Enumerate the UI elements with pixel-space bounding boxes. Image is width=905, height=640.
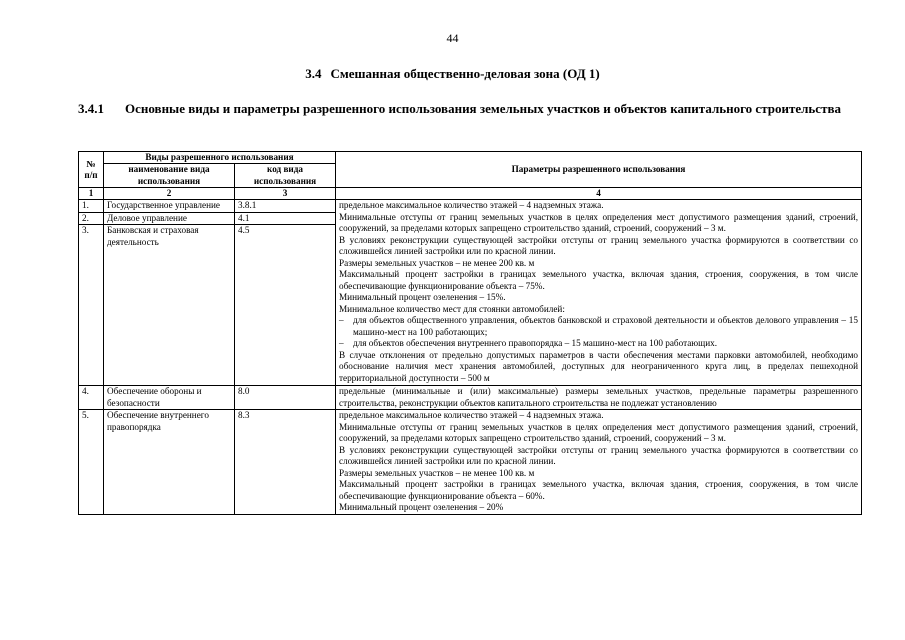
parameter-line — [339, 410, 858, 422]
table-row — [79, 200, 862, 213]
parameter-text: для объектов общественного управления, объектов банковской и страховой деятельности и объектов делового управления – 15 машино-мест на 100 работающих; — [353, 315, 858, 337]
parameter-line — [339, 212, 858, 235]
header-usage-types: Виды разрешенного использования — [104, 152, 336, 164]
usage-code: 8.0 — [235, 386, 336, 410]
parameter-line — [339, 468, 858, 480]
section-title: Смешанная общественно-деловая зона (ОД 1) — [330, 66, 600, 81]
row-number: 1. — [79, 200, 104, 213]
parameter-text: Максимальный процент застройки в границах земельного участка, включая здания, строения, сооружения, в том числе обеспечивающие функционирование объекта – 60%. — [339, 479, 858, 501]
dash-marker: – — [339, 315, 344, 325]
col-number: 2 — [104, 188, 235, 200]
parameter-text: Минимальные отступы от границ земельных участков в целях определения мест допустимого размещения зданий, строений, сооружений, за пределами которых запрещено строительство зданий, строений, сооружений – 3 м. — [339, 211, 858, 233]
parameter-list-item — [339, 315, 858, 338]
usage-parameters — [336, 200, 862, 386]
parameter-text: Размеры земельных участков – не менее 200 кв. м — [339, 257, 535, 268]
parameter-text: для объектов обеспечения внутреннего правопорядка – 15 машино-мест на 100 работающих. — [353, 338, 718, 348]
usage-code: 4.5 — [235, 225, 336, 386]
usage-name: Обеспечение внутреннего правопорядка — [104, 410, 235, 515]
parameter-line — [339, 235, 858, 258]
usage-code: 8.3 — [235, 410, 336, 515]
usage-name: Обеспечение обороны и безопасности — [104, 386, 235, 410]
parameter-list-item — [339, 338, 858, 350]
subsection-title: Основные виды и параметры разрешенного использования земельных участков и объектов капитального строительства — [125, 101, 841, 116]
usage-name: Банковская и страховая деятельность — [104, 225, 235, 386]
usage-parameters — [336, 410, 862, 515]
row-number: 5. — [79, 410, 104, 515]
usage-name: Государственное управление — [104, 200, 235, 213]
parameter-line — [339, 350, 858, 385]
parameter-text: Размеры земельных участков – не менее 100 кв. м — [339, 467, 535, 478]
parameter-text: В условиях реконструкции существующей застройки отступы от границ земельного участка формируются в соответствии со сложившейся линией застройки или по красной линии. — [339, 234, 858, 256]
land-use-table — [78, 151, 862, 515]
col-number: 3 — [235, 188, 336, 200]
column-number-row — [79, 188, 862, 200]
parameter-text: Минимальный процент озеленения – 15%. — [339, 292, 506, 302]
row-number: 4. — [79, 386, 104, 410]
row-number: 3. — [79, 225, 104, 386]
usage-parameters: предельные (минимальные и (или) максимальные) размеры земельных участков, предельные параметры разрешенного строительства, реконструкции объектов капитального строительства не подлежат установлению — [336, 386, 862, 410]
parameter-text: Минимальные отступы от границ земельных участков в целях определения мест допустимого размещения зданий, строений, сооружений, за пределами которых запрещено строительство зданий, строений, сооружений – 3 м. — [339, 421, 858, 443]
subsection-number: 3.4.1 — [78, 101, 104, 116]
row-number: 2. — [79, 212, 104, 225]
header-parameters: Параметры разрешенного использования — [336, 152, 862, 188]
parameter-text: Минимальное количество мест для стоянки автомобилей: — [339, 303, 565, 314]
parameter-line — [339, 422, 858, 445]
col-number: 4 — [336, 188, 862, 200]
col-number: 1 — [79, 188, 104, 200]
table-row — [79, 386, 862, 410]
header-usage-name: наименование вида использования — [104, 164, 235, 188]
parameter-text: предельное максимальное количество этажей – 4 надземных этажа. — [339, 200, 604, 210]
dash-marker: – — [339, 338, 344, 348]
parameter-line — [339, 304, 858, 316]
subsection-heading — [78, 101, 868, 117]
page-number: 44 — [446, 31, 459, 45]
parameter-line — [339, 479, 858, 502]
header-usage-code: код вида использования — [235, 164, 336, 188]
parameter-line — [339, 445, 858, 468]
parameter-text: предельное максимальное количество этажей – 4 надземных этажа. — [339, 410, 604, 420]
parameter-line — [339, 292, 858, 304]
parameter-line — [339, 502, 858, 514]
usage-code: 4.1 — [235, 212, 336, 225]
header-num: № п/п — [79, 152, 104, 188]
parameter-text: Максимальный процент застройки в границах земельного участка, включая здания, строения, сооружения, в том числе обеспечивающие функционирование объекта – 75%. — [339, 269, 858, 291]
parameter-line — [339, 269, 858, 292]
parameter-text: В условиях реконструкции существующей застройки отступы от границ земельного участка формируются в соответствии со сложившейся линией застройки или по красной линии. — [339, 444, 858, 466]
parameter-line — [339, 200, 858, 212]
section-heading — [0, 66, 905, 82]
parameter-text: В случае отклонения от предельно допустимых параметров в части обеспечения местами парковки автомобилей, необходимо обоснование наличия мест хранения автомобилей, доступных для неограниченного круга лиц, в пределах пешеходной территориальной доступности – 500 м — [339, 349, 858, 383]
usage-code: 3.8.1 — [235, 200, 336, 213]
section-number: 3.4 — [305, 66, 322, 81]
parameter-text: Минимальный процент озеленения – 20% — [339, 502, 504, 512]
usage-name: Деловое управление — [104, 212, 235, 225]
table-row — [79, 410, 862, 515]
parameter-line — [339, 258, 858, 270]
